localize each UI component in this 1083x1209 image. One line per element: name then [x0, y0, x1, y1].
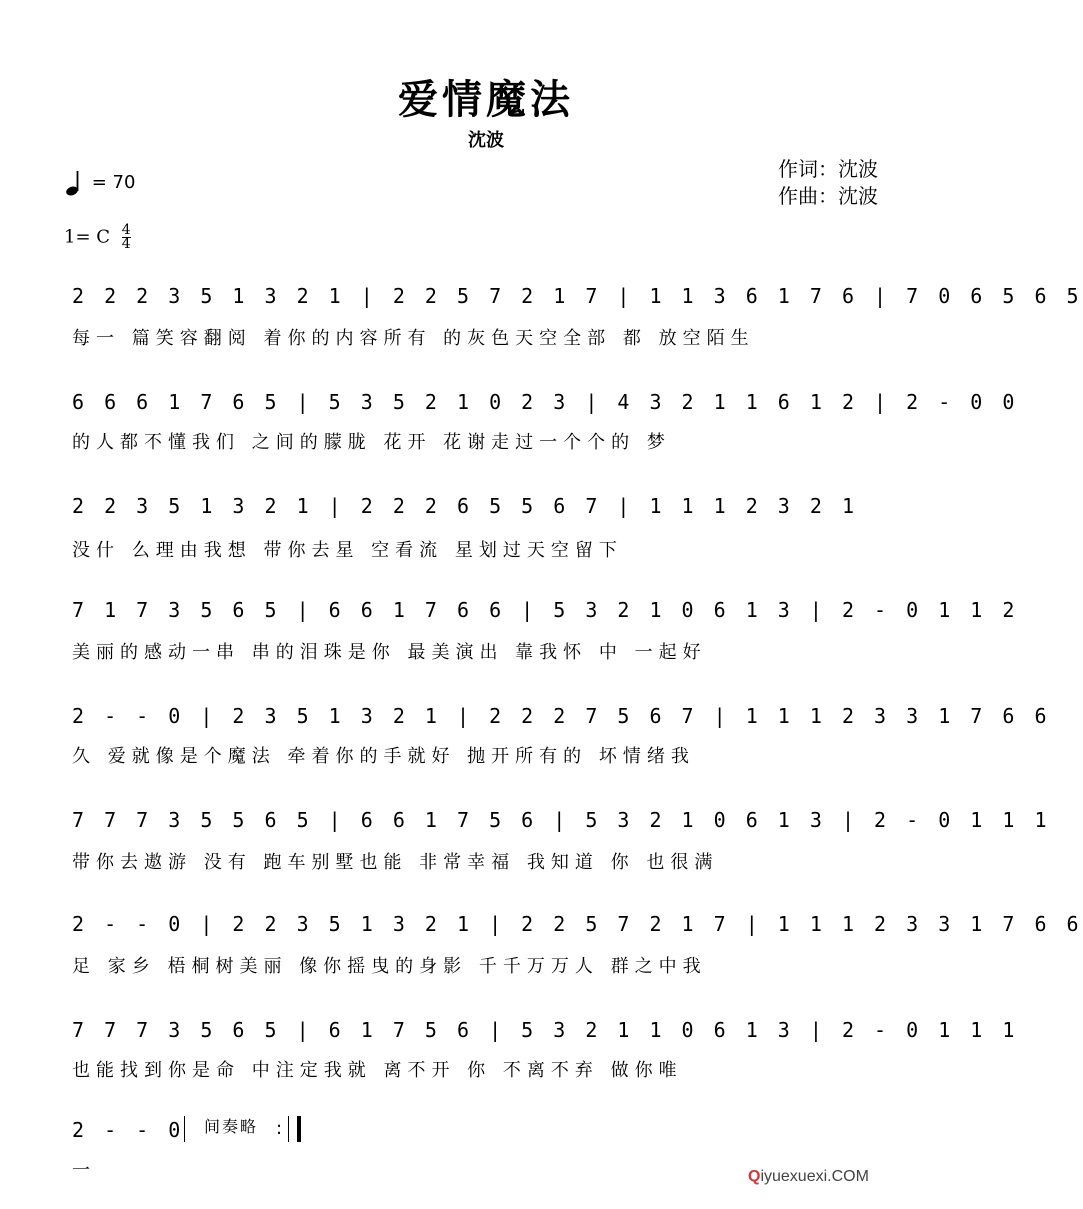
- key-label: 1= C: [64, 226, 111, 248]
- site-watermark: [748, 1168, 869, 1186]
- interlude-note: 间奏略: [204, 1117, 259, 1136]
- watermark-text: iyuexuexi.COM: [760, 1168, 869, 1185]
- notation-line-7: 2 - - 0 | 2 2 3 5 1 3 2 1 | 2 2 5 7 2 1 7 | 1 1 1 2 3 3 1 7 6 6: [72, 912, 1083, 936]
- lyrics-line-1: 每一 篇笑容翻阅 着你的内容所有 的灰色天空全部 都 放空陌生: [72, 328, 755, 349]
- notation-line-1: 2 2 2 3 5 1 3 2 1 | 2 2 5 7 2 1 7 | 1 1 3 6 1 7 6 | 7 0 6 5 6 5: [72, 284, 1083, 308]
- notation-line-4: 7 1 7 3 5 6 5 | 6 6 1 7 6 6 | 5 3 2 1 0 6 1 3 | 2 - 0 1 1 2: [72, 598, 1019, 622]
- notation-line-6: 7 7 7 3 5 5 6 5 | 6 6 1 7 5 6 | 5 3 2 1 0 6 1 3 | 2 - 0 1 1 1: [72, 808, 1051, 832]
- watermark-q: Q: [748, 1168, 761, 1185]
- lyrics-line-7: 足 家乡 梧桐树美丽 像你摇曳的身影 千千万万人 群之中我: [72, 956, 707, 977]
- repeat-dots: :: [276, 1118, 283, 1139]
- key-signature: [64, 224, 131, 251]
- time-signature-top: 4: [121, 222, 131, 238]
- lyrics-line-4: 美丽的感动一串 串的泪珠是你 最美演出 靠我怀 中 一起好: [72, 642, 707, 663]
- composer-credit: 作曲：沈波: [778, 184, 878, 208]
- notation-line-2: 6 6 6 1 7 6 5 | 5 3 5 2 1 0 2 3 | 4 3 2 1 1 6 1 2 | 2 - 0 0: [72, 390, 1019, 414]
- notation-line-5: 2 - - 0 | 2 3 5 1 3 2 1 | 2 2 2 7 5 6 7 | 1 1 1 2 3 3 1 7 6 6: [72, 704, 1051, 728]
- quarter-note-icon: [64, 170, 86, 196]
- lyrics-line-9: 一: [72, 1160, 90, 1181]
- time-signature-bottom: 4: [121, 236, 131, 252]
- notation-line-8: 7 7 7 3 5 6 5 | 6 1 7 5 6 | 5 3 2 1 1 0 6 1 3 | 2 - 0 1 1 1: [72, 1018, 1019, 1042]
- page-title: 爱情魔法: [398, 76, 574, 123]
- credits: [778, 156, 878, 210]
- notation-line-9: 2 - - 0: [72, 1118, 185, 1142]
- lyrics-line-3: 没什 么理由我想 带你去星 空看流 星划过天空留下: [72, 540, 623, 561]
- notation-line-3: 2 2 3 5 1 3 2 1 | 2 2 2 6 5 5 6 7 | 1 1 1 2 3 2 1: [72, 494, 859, 518]
- lyrics-line-2: 的人都不懂我们 之间的朦胧 花开 花谢走过一个个的 梦: [72, 432, 671, 453]
- singer-name: 沈波: [468, 130, 504, 151]
- repeat-sign: [276, 1116, 301, 1142]
- lyrics-line-8: 也能找到你是命 中注定我就 离不开 你 不离不弃 做你唯: [72, 1060, 683, 1081]
- time-signature: [122, 224, 131, 251]
- tempo-value: = 70: [91, 172, 136, 193]
- lyrics-line-6: 带你去遨游 没有 跑车别墅也能 非常幸福 我知道 你 也很满: [72, 852, 719, 873]
- tempo-marking: [64, 170, 135, 196]
- lyricist-credit: 作词：沈波: [778, 157, 878, 181]
- bar-line: [184, 1116, 185, 1142]
- lyrics-line-5: 久 爱就像是个魔法 牵着你的手就好 抛开所有的 坏情绪我: [72, 746, 695, 767]
- final-barline: [288, 1116, 301, 1142]
